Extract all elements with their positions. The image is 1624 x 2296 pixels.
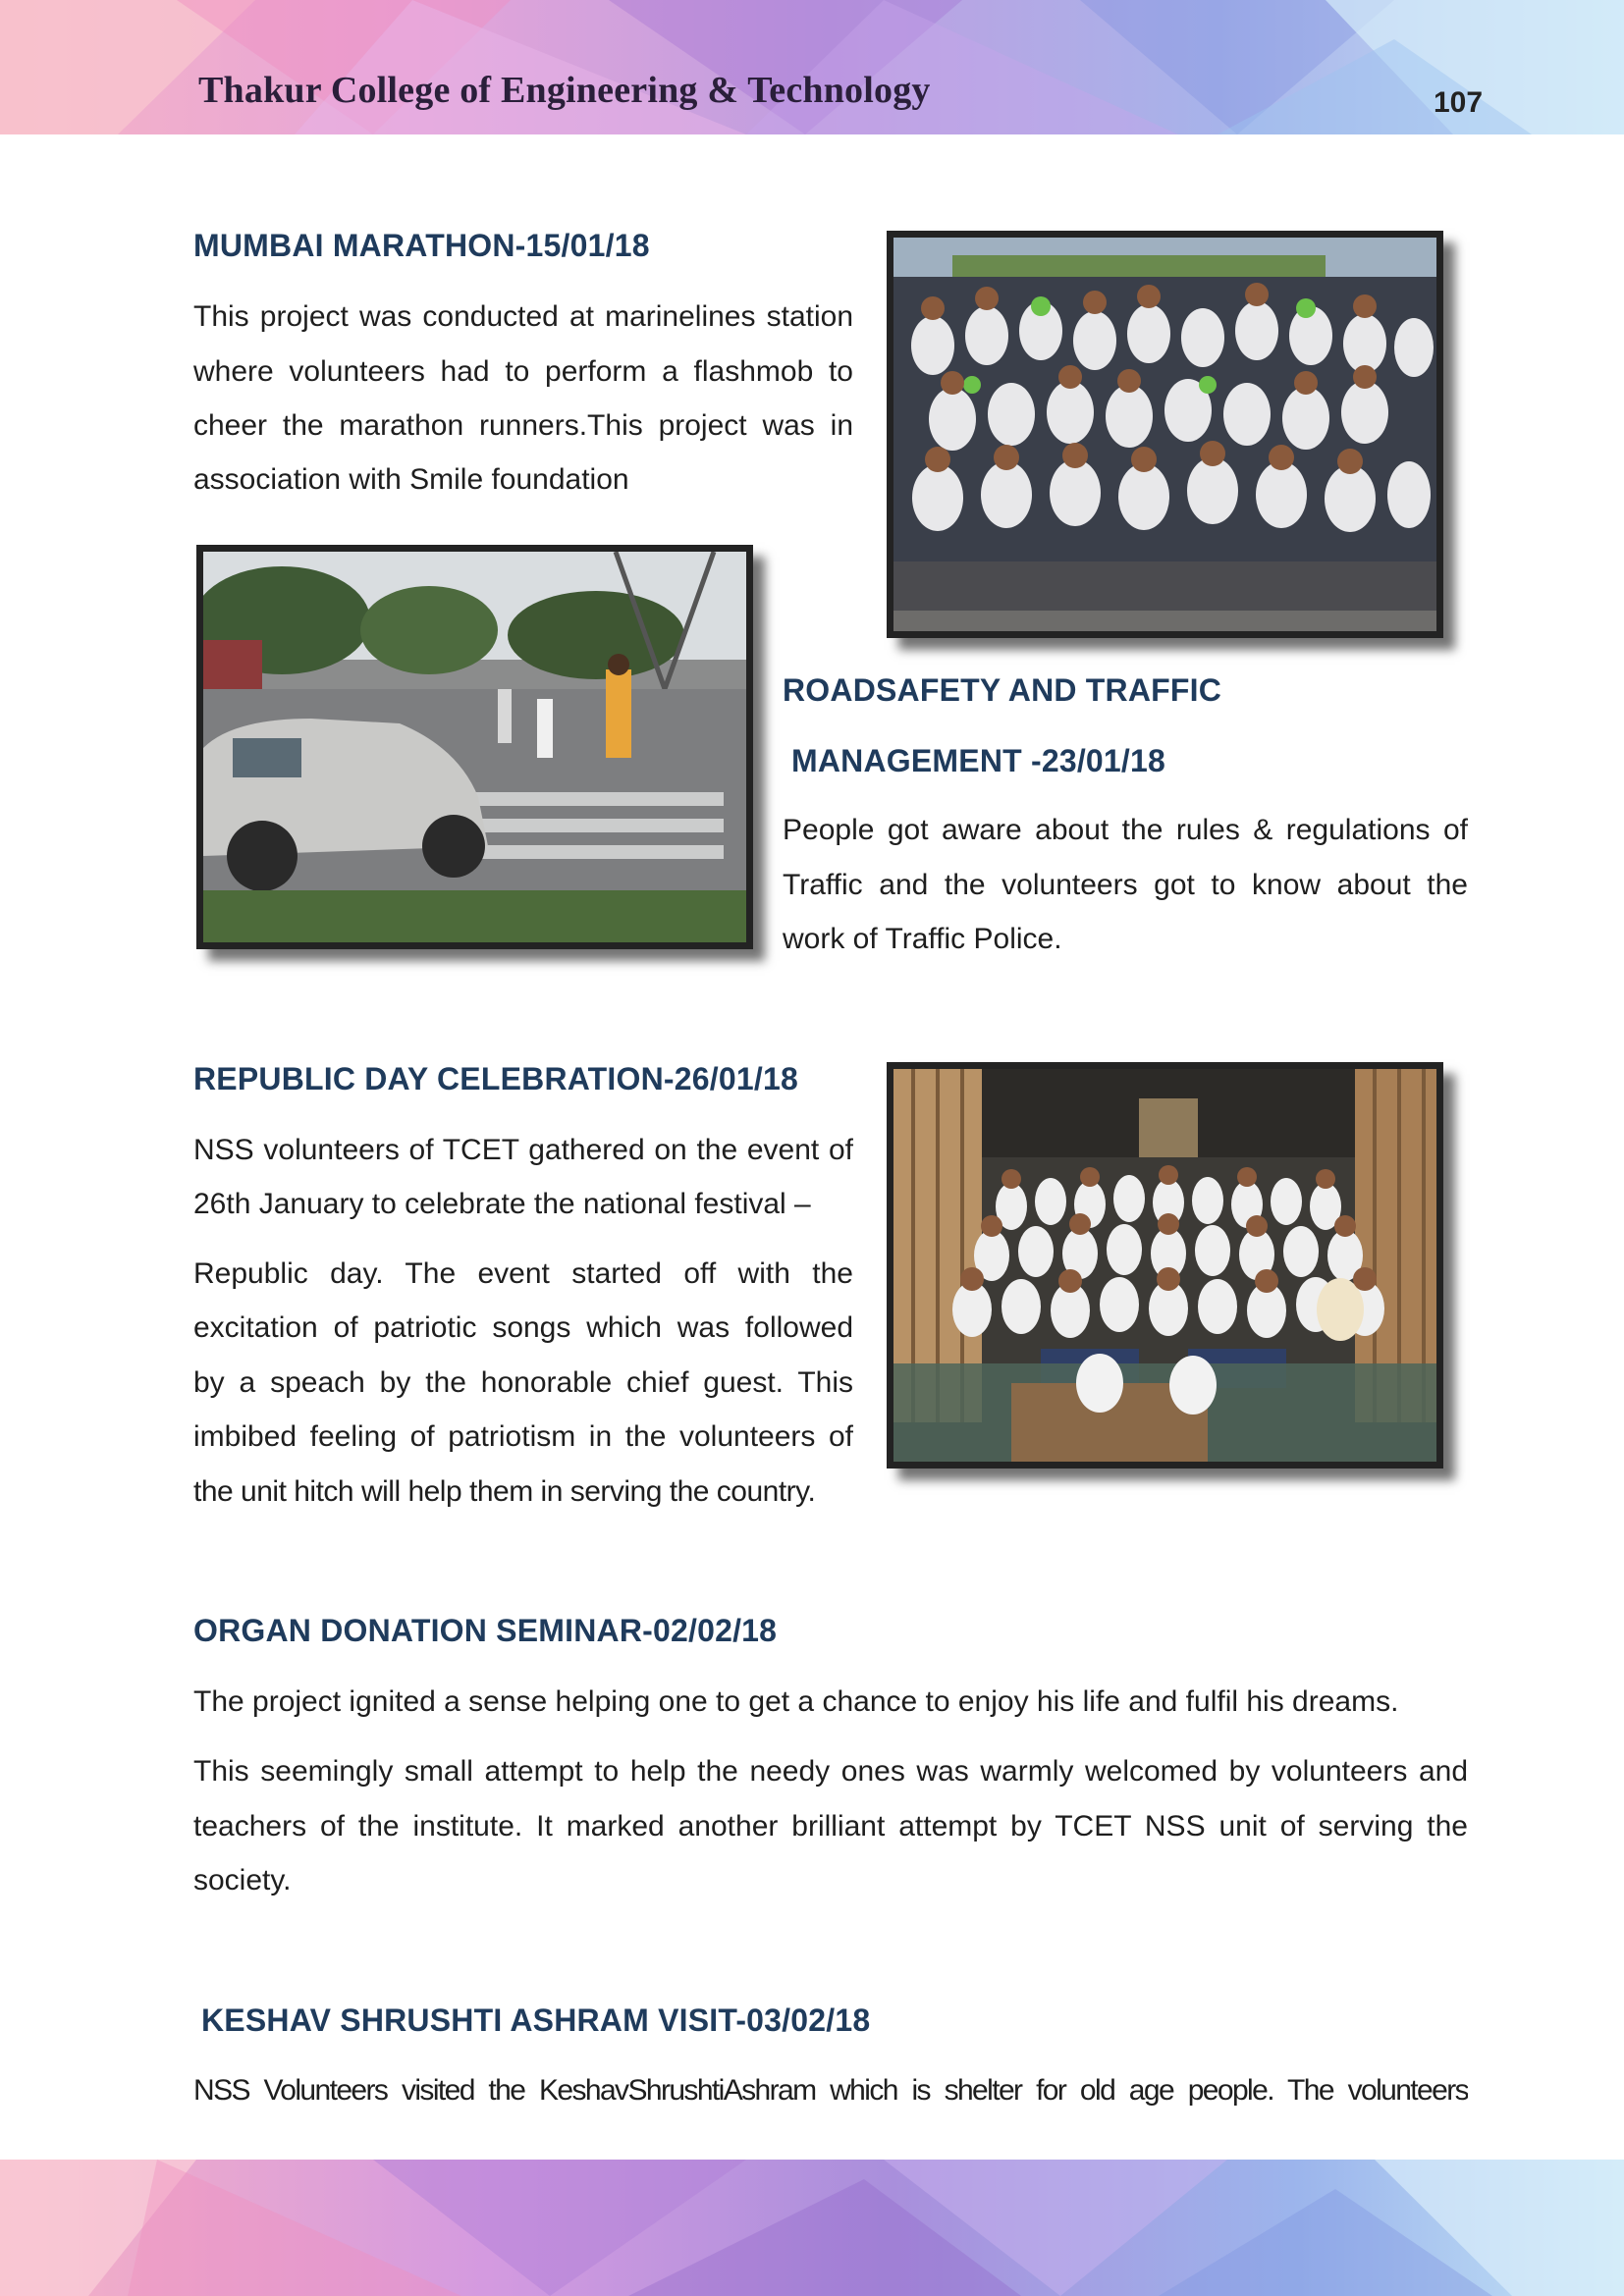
republic-day-line: imbibed feeling of patriotism in the volunteers of (193, 1420, 853, 1453)
footer-band (0, 2160, 1624, 2296)
marathon-group-photo (887, 231, 1443, 638)
marathon-line: This project was conducted at marinelines station (193, 300, 853, 333)
republic-day-heading: REPUBLIC DAY CELEBRATION-26/01/18 (193, 1061, 798, 1096)
organ-donation-heading: ORGAN DONATION SEMINAR-02/02/18 (193, 1613, 778, 1648)
republic-day-line: by a speach by the honorable chief guest. This (193, 1366, 853, 1399)
organ-donation-line: society. (193, 1864, 292, 1896)
road-safety-heading-2: MANAGEMENT -23/01/18 (791, 743, 1165, 778)
keshav-line: NSS Volunteers visited the KeshavShrushtiAshram which is shelter for old age people. The volunteers (193, 2074, 1468, 2107)
college-name: Thakur College of Engineering & Technology (198, 70, 931, 111)
traffic-photo-image (203, 552, 746, 942)
republic-day-line: excitation of patriotic songs which was followed (193, 1311, 853, 1344)
road-safety-line: work of Traffic Police. (783, 923, 1062, 955)
organ-donation-line: This seemingly small attempt to help the needy ones was warmly welcomed by volunteers and (193, 1755, 1468, 1788)
republic-day-group-photo (887, 1062, 1443, 1468)
organ-donation-line: The project ignited a sense helping one to get a chance to enjoy his life and fulfil his dreams. (193, 1685, 1399, 1718)
marathon-heading: MUMBAI MARATHON-15/01/18 (193, 228, 650, 263)
marathon-line: cheer the marathon runners.This project was in (193, 409, 853, 442)
road-safety-heading: ROADSAFETY AND TRAFFIC (783, 672, 1222, 708)
republic-day-photo-image (893, 1069, 1436, 1462)
marathon-line: association with Smile foundation (193, 463, 629, 496)
header-band (0, 0, 1624, 134)
road-safety-line: People got aware about the rules & regulations of (783, 814, 1468, 846)
road-safety-line: Traffic and the volunteers got to know about the (783, 869, 1468, 901)
marathon-photo-image (893, 238, 1436, 631)
marathon-line: where volunteers had to perform a flashmob to (193, 355, 853, 388)
republic-day-line: 26th January to celebrate the national festival – (193, 1188, 811, 1220)
republic-day-line: NSS volunteers of TCET gathered on the event of (193, 1134, 853, 1166)
header-background (0, 0, 1624, 134)
keshav-heading: KESHAV SHRUSHTI ASHRAM VISIT-03/02/18 (201, 2002, 871, 2038)
footer-background (0, 2160, 1624, 2296)
organ-donation-line: teachers of the institute. It marked another brilliant attempt by TCET NSS unit of serving the (193, 1810, 1468, 1842)
republic-day-line: the unit hitch will help them in serving the country. (193, 1475, 816, 1508)
traffic-awareness-photo (196, 545, 753, 949)
page-number: 107 (1434, 86, 1484, 119)
republic-day-line: Republic day. The event started off with the (193, 1257, 853, 1290)
